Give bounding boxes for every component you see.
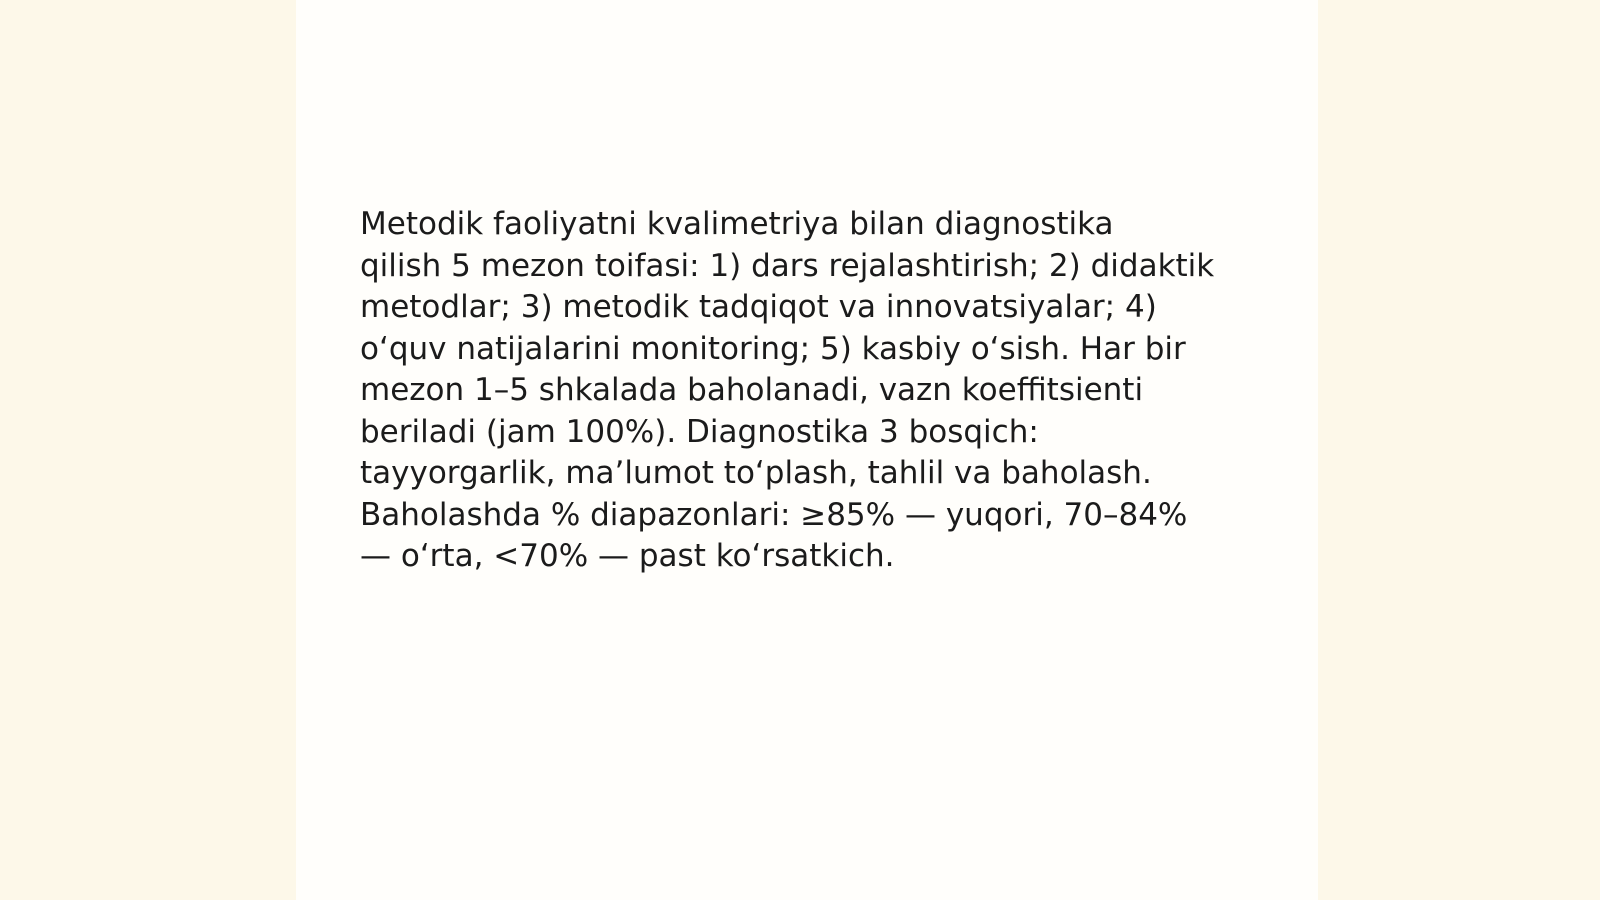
slide-body-text <box>360 204 1260 578</box>
body-line: Metodik faoliyatni kvalimetriya bilan diagnostika <box>360 206 1114 242</box>
body-line: — oʻrta, <70% — past koʻrsatkich. <box>360 538 895 574</box>
body-line: Baholashda % diapazonlari: ≥85% — yuqori, 70–84% <box>360 496 1188 533</box>
body-line: oʻquv natijalarini monitoring; 5) kasbiy oʻsish. Har bir <box>360 330 1186 367</box>
body-line: tayyorgarlik, maʼlumot toʻplash, tahlil va baholash. <box>360 455 1152 491</box>
body-line: qilish 5 mezon toifasi: 1) dars rejalashtirish; 2) didaktik <box>360 247 1215 284</box>
body-line: metodlar; 3) metodik tadqiqot va innovatsiyalar; 4) <box>360 289 1157 325</box>
slide-page <box>296 0 1318 900</box>
body-line: beriladi (jam 100%). Diagnostika 3 bosqich: <box>360 413 1039 450</box>
body-line: mezon 1–5 shkalada baholanadi, vazn koeffitsienti <box>360 372 1144 408</box>
